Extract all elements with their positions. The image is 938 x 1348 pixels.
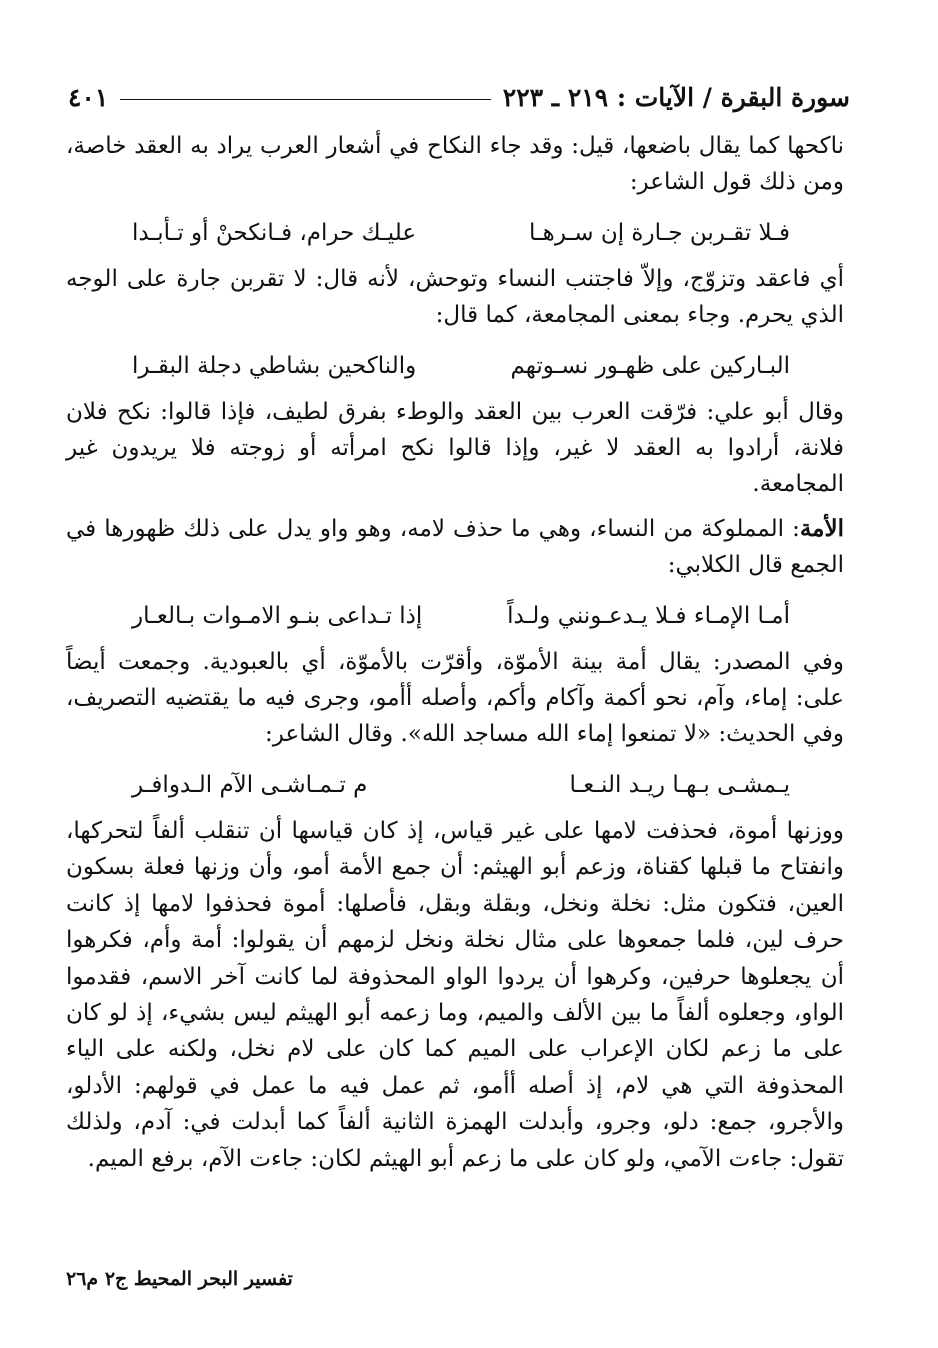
- paragraph-3: وقال أبو علي: فرّقت العرب بين العقد والوطء بفرق لطيف، فإذا قالوا: نكح فلان فلانة، أرادوا به العقد لا غير، وإذا قالوا نكح امرأته أو زوجته فلا يريدون غير المجامعة.: [66, 398, 844, 498]
- paragraph-2: أي فاعقد وتزوّج، وإلاّ فاجتنب النساء وتوحش، لأنه قال: لا تقربن جارة على الوجه الذي يحرم. وجاء بمعنى المجامعة، كما قال:: [66, 265, 844, 329]
- page-number: ٤٠١: [68, 83, 109, 112]
- surah-title: سورة البقرة / الآيات : ٢١٩ ـ ٢٢٣: [502, 83, 850, 112]
- body-text: [66, 128, 844, 1177]
- verse-2: [66, 348, 844, 384]
- paragraph-4-text: : المملوكة من النساء، وهي ما حذف لامه، وهو واو يدل على ذلك ظهورها في الجمع قال الكلابي:: [66, 515, 844, 579]
- verse-1-second-hemistich: عليـك حرام، فـانكحنْ أو تـأبـدا: [132, 219, 417, 246]
- page-header: [68, 70, 850, 112]
- verse-3-first-hemistich: أمـا الإمـاء فـلا يـدعـونني ولـداً: [507, 602, 790, 629]
- verse-4: [66, 767, 844, 803]
- verse-2-first-hemistich: البـاركين على ظهـور نسـوتهم: [510, 352, 790, 379]
- page-footer-signature: تفسير البحر المحيط ج٢ م٢٦: [66, 1268, 293, 1290]
- term-al-ama: الأمة: [799, 514, 844, 542]
- verse-2-second-hemistich: والناكحين بشاطي دجلة البقـرا: [132, 352, 417, 379]
- header-rule: [120, 99, 491, 100]
- paragraph-6: ووزنها أموة، فحذفت لامها على غير قياس، إذ كان قياسها أن تنقلب ألفاً لتحركها، وانفتاح ما قبلها كقناة، وزعم أبو الهيثم: أن جمع الأمة أمو، وأن وزنها فعلة بسكون العين، فتكون مثل: نخلة ونخل، وبقلة وبقل، فأصلها: أموة فحذفوا لامها إذ كانت حرف لين، فلما جمعوها على مثال نخلة ونخل لزمهم أن يقولوا: أمة وأم، فكرهوا أن يجعلوها حرفين، وكرهوا أن يردوا الواو المحذوفة لما كانت آخر الاسم، فقدموا الواو، وجعلوه ألفاً ما بين الألف والميم، وما زعمه أبو الهيثم ليس بشيء، إذ لو كان على ما زعم لكان الإعراب على الميم كما كان على لام نخل، ولكنه على الياء المحذوفة التي هي لام، إذ أصله أأمو، ثم عمل فيه ما عمل في قولهم: الأدلو، والأجرو، جمع: دلو، وجرو، وأبدلت الهمزة الثانية ألفاً كما أبدلت في: آدم، ولذلك تقول: جاءت الآمي، ولو كان على ما زعم أبو الهيثم لكان: جاءت الآم، برفع الميم.: [66, 817, 844, 1172]
- verse-1: [66, 215, 844, 251]
- paragraph-1: ناكحها كما يقال باضعها، قيل: وقد جاء النكاح في أشعار العرب يراد به العقد خاصة، ومن ذلك قول الشاعر:: [66, 133, 844, 196]
- verse-3: [66, 598, 844, 634]
- paragraph-4: [66, 511, 844, 584]
- paragraph-5: وفي المصدر: يقال أمة بينة الأموّة، وأقرّت بالأموّة، أي بالعبودية. وجمعت أيضاً على: إماء، وآم، نحو أكمة وآكام وأكم، وأصله أأمو، وجرى فيه ما يقتضيه التصريف، وفي الحديث: «لا تمنعوا إماء الله مساجد الله». وقال الشاعر:: [66, 648, 844, 748]
- verse-1-first-hemistich: فـلا تقـربن جـارة إن سـرهـا: [528, 219, 790, 246]
- verse-4-first-hemistich: يـمشـى بـهـا ريـد النـعـا: [569, 771, 790, 798]
- verse-3-second-hemistich: إذا تـداعى بنـو الامـوات بـالعـار: [132, 602, 423, 629]
- verse-4-second-hemistich: م تـمـاشـى الآم الـدوافـر: [132, 771, 368, 798]
